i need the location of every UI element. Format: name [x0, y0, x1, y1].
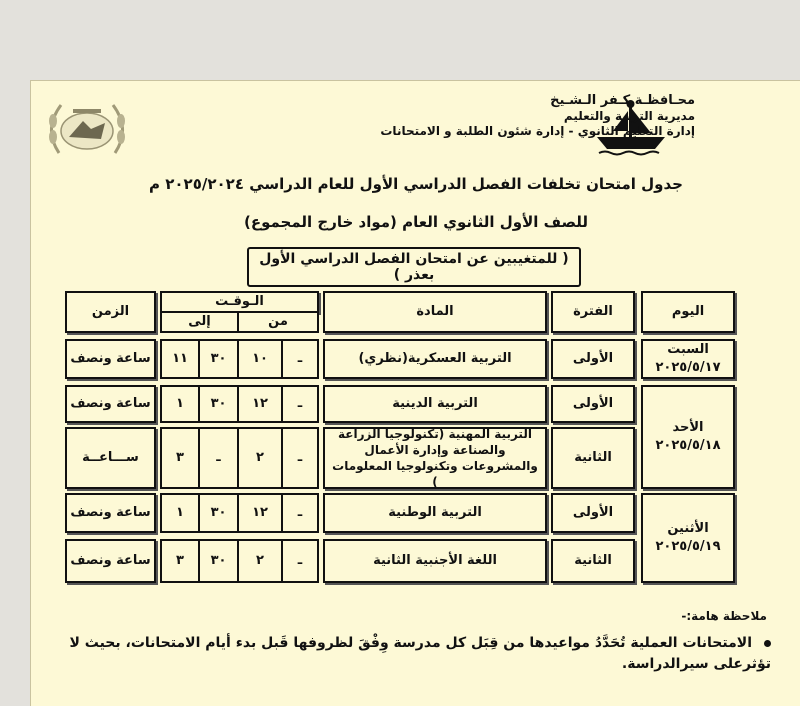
department-name: إدارة التعليم الثانوي - إدارة شئون الطلبة و الامتحانات: [380, 124, 695, 138]
header-duration: الزمن: [65, 291, 156, 333]
day-date: ٢٠٢٥/٥/١٨: [655, 438, 721, 453]
notes-heading: ملاحظة هامة:-: [681, 609, 767, 623]
subject-cell: التربية الدينية: [323, 385, 547, 423]
header-time: الـوقـت: [160, 291, 319, 313]
duration-cell: ساعة ونصف: [65, 539, 156, 583]
ministry-seal-logo: [39, 93, 135, 165]
to-minute-cell: ـ: [198, 427, 239, 489]
day-name: الأحد: [672, 420, 704, 436]
schedule-title: جدول امتحان تخلفات الفصل الدراسي الأول للعام الدراسي ٢٠٢٥/٢٠٢٤ م: [149, 175, 683, 193]
day-cell: [641, 385, 735, 489]
day-name: الأثنين: [667, 521, 709, 537]
to-hour-cell: ١١: [160, 339, 200, 379]
governorate-name: محـافظـة كـفر الـشـيخ: [550, 93, 695, 108]
schedule-note-box: ( للمتغيبين عن امتحان الفصل الدراسي الأول بعذر ): [247, 247, 581, 287]
document-page: [30, 80, 800, 706]
header-day: اليوم: [641, 291, 735, 333]
day-name: السبت: [667, 342, 709, 358]
period-cell: الثانية: [551, 427, 635, 489]
period-cell: الأولى: [551, 339, 635, 379]
day-date: ٢٠٢٥/٥/١٩: [655, 539, 721, 554]
period-cell: الأولى: [551, 385, 635, 423]
from-minute-cell: ـ: [281, 385, 319, 423]
from-minute-cell: ـ: [281, 493, 319, 533]
to-minute-cell: ٣٠: [198, 493, 239, 533]
header-subject: المادة: [323, 291, 547, 333]
subject-cell: اللغة الأجنبية الثانية: [323, 539, 547, 583]
period-cell: الثانية: [551, 539, 635, 583]
to-hour-cell: ٣: [160, 427, 200, 489]
notes-text: الامتحانات العملية تُحَدَّدُ مواعيدها من قِبَل كل مدرسة وِفْقَ لظروفها قَبل بدء أيام الامتحانات، بحيث لا تؤثرعلى سيرالدراسة.: [69, 635, 771, 672]
from-minute-cell: ـ: [281, 539, 319, 583]
to-hour-cell: ١: [160, 385, 200, 423]
header-period: الفترة: [551, 291, 635, 333]
header-to: إلى: [160, 311, 239, 333]
from-hour-cell: ٢: [237, 539, 283, 583]
duration-cell: ســـاعــة: [65, 427, 156, 489]
day-date: ٢٠٢٥/٥/١٧: [655, 360, 721, 375]
to-minute-cell: ٣٠: [198, 385, 239, 423]
header-from: من: [237, 311, 319, 333]
subject-cell: التربية المهنية (تكنولوجيا الزراعة والصناعة وإدارة الأعمال والمشروعات وتكنولوجيا المعلومات ): [323, 427, 547, 489]
to-minute-cell: ٣٠: [198, 539, 239, 583]
subject-cell: التربية العسكرية(نظري): [323, 339, 547, 379]
period-cell: الأولى: [551, 493, 635, 533]
day-cell: [641, 493, 735, 583]
duration-cell: ساعة ونصف: [65, 339, 156, 379]
from-hour-cell: ٢: [237, 427, 283, 489]
notes-item: [51, 633, 771, 675]
schedule-subtitle: للصف الأول الثانوي العام (مواد خارج المجموع): [243, 213, 589, 231]
from-hour-cell: ١٠: [237, 339, 283, 379]
to-hour-cell: ١: [160, 493, 200, 533]
bullet-icon: [764, 640, 771, 647]
from-minute-cell: ـ: [281, 427, 319, 489]
from-minute-cell: ـ: [281, 339, 319, 379]
from-hour-cell: ١٢: [237, 385, 283, 423]
day-cell: [641, 339, 735, 379]
from-hour-cell: ١٢: [237, 493, 283, 533]
subject-cell: التربية الوطنية: [323, 493, 547, 533]
to-hour-cell: ٣: [160, 539, 200, 583]
duration-cell: ساعة ونصف: [65, 493, 156, 533]
duration-cell: ساعة ونصف: [65, 385, 156, 423]
directorate-name: مديرية التربية والتعليم: [563, 109, 695, 123]
to-minute-cell: ٣٠: [198, 339, 239, 379]
